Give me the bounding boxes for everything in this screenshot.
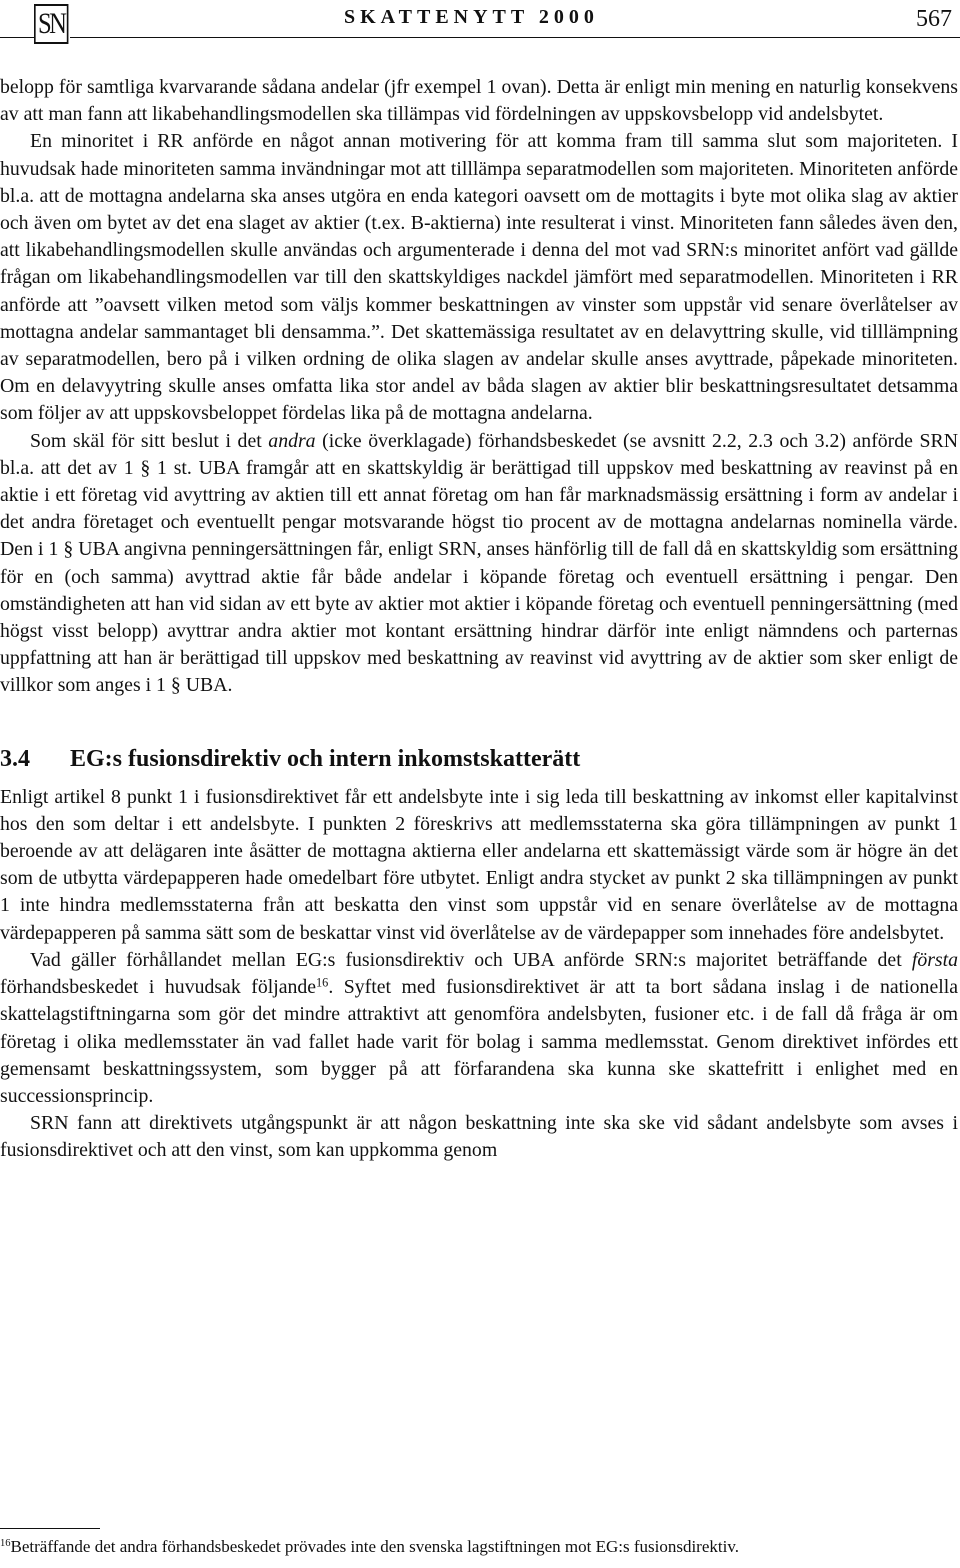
footnote-divider — [0, 1528, 100, 1529]
article-body — [0, 74, 958, 1165]
emphasis: första — [911, 948, 958, 971]
section-heading — [0, 744, 958, 774]
paragraph-text: . Syftet med fusionsdirektivet är att ta bort sådana inslag i de nationella skattelagstiftningarna som gör det mindre attraktivt att genomföra andelsbyten, fusioner etc. i de fall då fråga är om företag i olika medlemsstater än vad fallet hade varit för bolag i samma medlemsstat. Genom direktivet infördes ett gemensamt beskattningssystem, som bygger på att förfarandena ska kunna ske skattefritt i enlighet med en successionsprincip. — [0, 976, 958, 1107]
footnote-text: Beträffande det andra förhandsbeskedet prövades inte den svenska lagstiftningen mot EG:s fusionsdirektiv. — [10, 1537, 739, 1556]
footnote-reference[interactable]: 16 — [316, 975, 329, 990]
header-rule — [70, 37, 960, 38]
paragraph: Enligt artikel 8 punkt 1 i fusionsdirektivet får ett andelsbyte inte i sig leda till beskattning av inkomst eller kapitalvinst hos den som deltar i ett andelsbyte. I punkten 2 föreskrivs att medlemsstaterna ska göra tillämpningen av punkt 1 beroende av att delägaren inte åsätter de mottagna aktierna eller andelarna ett skattemässigt värde som är högre än det som de utbytta värdepapperen hade omedelbart före utbytet. Enligt andra stycket av punkt 2 ska tillämpningen av punkt 1 inte hindra medlemsstaterna från att beskatta den vinst som uppstår vid en senare överlåtelse av de mottagna värdepapperen på samma sätt som de beskattar vinst vid överlåtelse av de värdepapper som innehades före andelsbytet. — [0, 785, 958, 944]
page-number: 567 — [916, 6, 952, 32]
paragraph-text: Vad gäller förhållandet mellan EG:s fusionsdirektiv och UBA anförde SRN:s majoritet beträffande det — [30, 948, 912, 971]
running-title: SKATTENYTT 2000 — [344, 6, 599, 28]
paragraph-text: (icke överklagade) förhandsbeskedet (se avsnitt 2.2, 2.3 och 3.2) anförde SRN bl.a. att det av 1 § 1 st. UBA framgår att en skattskyldig är berättigad till uppskov med beskattning av reavinst på en aktie i ett företag vid avyttring av aktien till ett annat företag om han får marknadsmässig ersättning i form av andelar i det andra företaget och eventuellt pengar motsvarande högst tio procent av de mottagna andelarnas nominella värde. Den i 1 § UBA angivna penningersättningen får, enligt SRN, anses hänförlig till de fall då en skattskyldig som ersättning för en (och samma) avyttrad aktie får både andelar i köpande företag och eventuell ersättning i pengar. Den omständigheten att han vid sidan av ett byte av aktier mot aktier i köpande företag och eventuell penningersättning (med högst visst belopp) avyttrar andra aktier mot kontant ersättning hindrar därför inte enligt nämndens och parternas uppfattning att han är berättigad till uppskov med beskattning av reavinst vid avyttring av de aktier som sker enligt de villkor som anges i 1 § UBA. — [0, 429, 958, 697]
paragraph — [0, 428, 958, 700]
paragraph: En minoritet i RR anförde en något annan motivering för att komma fram till samma slut som majoriteten. I huvudsak hade minoriteten samma invändningar mot att tilllämpa separatmodellen som majoriteten. Minoriteten anförde bl.a. att de mottagna andelarna ska anses utgöra en enda kategori oavsett om de mottagits i byte mot olika slag av aktier och även om bytet av det ena slaget av aktier (t.ex. B-aktierna) inte resulterat i vinst. Minoriteten fann således även den, att likabehandlingsmodellen skulle användas och argumenterade i denna del mot vad SRN:s minoritet anfört vad gällde frågan om likabehandlingsmodellen var till den skattskyldiges nackdel jämfört med separatmodellen. Minoriteten i RR anförde att ”oavsett vilken metod som väljs kommer beskattningen av vinster som uppstår vid senare överlåtelser av mottagna andelar sammantaget bli densamma.”. Det skattemässiga resultatet av en delavyttring skulle, vid tilllämpning av separatmodellen, bero på i vilken ordning de olika slagen av andelar skulle anses avyttrade, påpekade minoriteten. Om en delavyytring skulle anses omfatta lika stor andel av båda slagen av aktier blir beskattningsresultatet detsamma som följer av att uppskovsbeloppet fördelas lika på de mottagna andelarna. — [0, 130, 958, 425]
footnote-number: 16 — [0, 1538, 11, 1550]
paragraph: belopp för samtliga kvarvarande sådana andelar (jfr exempel 1 ovan). Detta är enligt min mening en naturlig konsekvens av att man fann att likabehandlingsmodellen ska tillämpas vid fördelningen av uppskovsbelopp vid andelsbytet. — [0, 76, 958, 126]
paragraph-text: förhandsbeskedet i huvudsak följande — [0, 976, 317, 999]
paragraph-text: Som skäl för sitt beslut i det — [30, 429, 269, 452]
section-title: EG:s fusionsdirektiv och intern inkomstskatterätt — [70, 745, 581, 772]
section-number: 3.4 — [0, 745, 30, 772]
paragraph — [0, 947, 958, 1110]
footnote — [0, 1536, 960, 1558]
paragraph: SRN fann att direktivets utgångspunkt är att någon beskattning inte ska ske vid sådant andelsbyte som avses i fusionsdirektivet och att den vinst, som kan uppkomma genom — [0, 1112, 958, 1162]
page-header — [0, 0, 960, 48]
emphasis: andra — [268, 429, 316, 452]
journal-logo: SN — [34, 4, 68, 44]
header-rule — [0, 37, 34, 38]
